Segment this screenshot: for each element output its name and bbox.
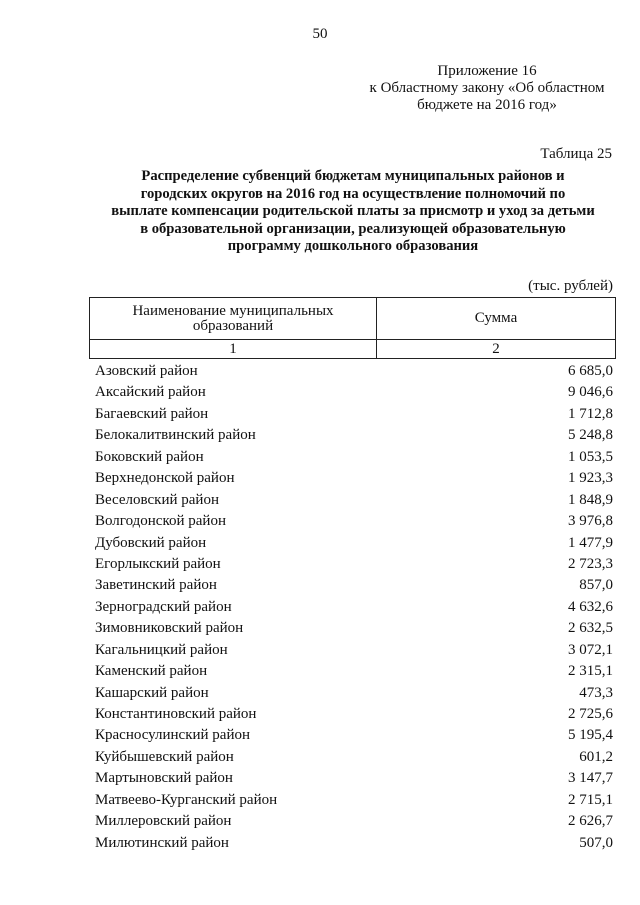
header-name-line-2: образований [192,317,274,334]
header-municipality-name [90,298,377,340]
table-row [95,425,613,446]
subsidy-amount: 1 712,8 [568,405,613,422]
municipality-name: Азовский район [95,363,198,379]
municipality-name: Верхнедонской район [95,470,235,487]
subsidy-amount: 5 248,8 [568,427,613,444]
table-row [95,704,613,725]
units-label: (тыс. рублей) [528,278,613,294]
table-row [95,597,613,618]
subsidy-amount: 2 626,7 [568,813,613,830]
table-row [95,533,613,554]
municipality-name: Кагальницкий район [95,641,228,658]
table-row [95,404,613,425]
municipality-name: Белокалитвинский район [95,427,256,444]
table-row [95,468,613,489]
municipality-name: Боковский район [95,448,204,465]
subsidy-amount: 3 976,8 [568,513,613,530]
table-row [95,768,613,789]
header-sum: Сумма [377,298,616,340]
subsidy-amount: 2 632,5 [568,620,613,637]
subsidy-amount: 473,3 [579,684,613,701]
municipality-name: Миллеровский район [95,813,232,830]
table-row [95,747,613,768]
table-row [95,618,613,639]
table-row [95,833,613,854]
municipality-name: Каменский район [95,663,208,680]
table-row [95,447,613,468]
subsidy-amount: 4 632,6 [568,598,613,615]
municipality-name: Матвеево-Курганский район [95,791,278,808]
municipality-name: Милютинский район [95,834,229,851]
municipality-name: Волгодонской район [95,513,226,530]
table-row [95,382,613,403]
table-row [95,790,613,811]
appendix-line-2: к Областному закону «Об областном [369,80,605,96]
title-line-2: городских округов на 2016 год на осуществление полномочий по [140,185,566,202]
document-title [88,168,618,256]
municipality-name: Заветинский район [95,577,217,594]
table-body [95,361,613,854]
subsidy-amount: 5 195,4 [568,727,613,744]
subsidy-amount: 507,0 [579,834,613,851]
table-row [95,683,613,704]
subsidy-amount: 2 725,6 [568,706,613,722]
column-number-2: 2 [377,340,616,359]
subsidy-amount: 1 477,9 [568,534,613,551]
table-header [89,297,616,359]
subsidy-amount: 601,2 [579,748,613,765]
subsidy-amount: 3 147,7 [568,770,613,787]
title-line-3: выплате компенсации родительской платы за присмотр и уход за детьми [111,203,595,219]
subsidy-amount: 1 848,9 [568,491,613,508]
municipality-name: Зерноградский район [95,598,232,615]
subsidy-amount: 857,0 [579,577,613,594]
municipality-name: Егорлыкский район [95,555,221,572]
table-row [95,725,613,746]
table-label: Таблица 25 [540,146,612,162]
table-row [95,511,613,532]
subsidy-amount: 2 315,1 [568,663,613,680]
subsidy-amount: 6 685,0 [568,363,613,379]
municipality-name: Кашарский район [95,684,209,701]
subsidy-amount: 3 072,1 [568,641,613,658]
table-row [95,554,613,575]
header-name-line-1: Наименование муниципальных [132,302,334,319]
title-line-1: Распределение субвенций бюджетам муниципальных районов и [141,168,565,184]
municipality-name: Багаевский район [95,405,209,422]
title-line-4: в образовательной организации, реализующей образовательную [140,220,566,237]
table-row [95,361,613,382]
subsidy-amount: 2 723,3 [568,555,613,572]
municipality-name: Веселовский район [95,491,219,508]
table-row [95,661,613,682]
appendix-line-1: Приложение 16 [437,63,537,79]
table-row [95,490,613,511]
municipality-name: Мартыновский район [95,770,233,787]
table-row [95,575,613,596]
municipality-name: Куйбышевский район [95,748,234,765]
subsidy-amount: 1 053,5 [568,448,613,465]
municipality-name: Константиновский район [95,706,257,722]
subsidy-amount: 1 923,3 [568,470,613,487]
appendix-reference [362,63,612,114]
subsidy-amount: 9 046,6 [568,384,613,401]
subsidy-amount: 2 715,1 [568,791,613,808]
municipality-name: Красносулинский район [95,727,251,744]
municipality-name: Дубовский район [95,534,207,551]
table-row [95,811,613,832]
page-number: 50 [312,26,328,42]
column-number-1: 1 [90,340,377,359]
table-row [95,640,613,661]
municipality-name: Аксайский район [95,384,206,401]
title-line-5: программу дошкольного образования [227,238,479,254]
municipality-name: Зимовниковский район [95,620,244,637]
appendix-line-3: бюджете на 2016 год» [417,97,557,113]
